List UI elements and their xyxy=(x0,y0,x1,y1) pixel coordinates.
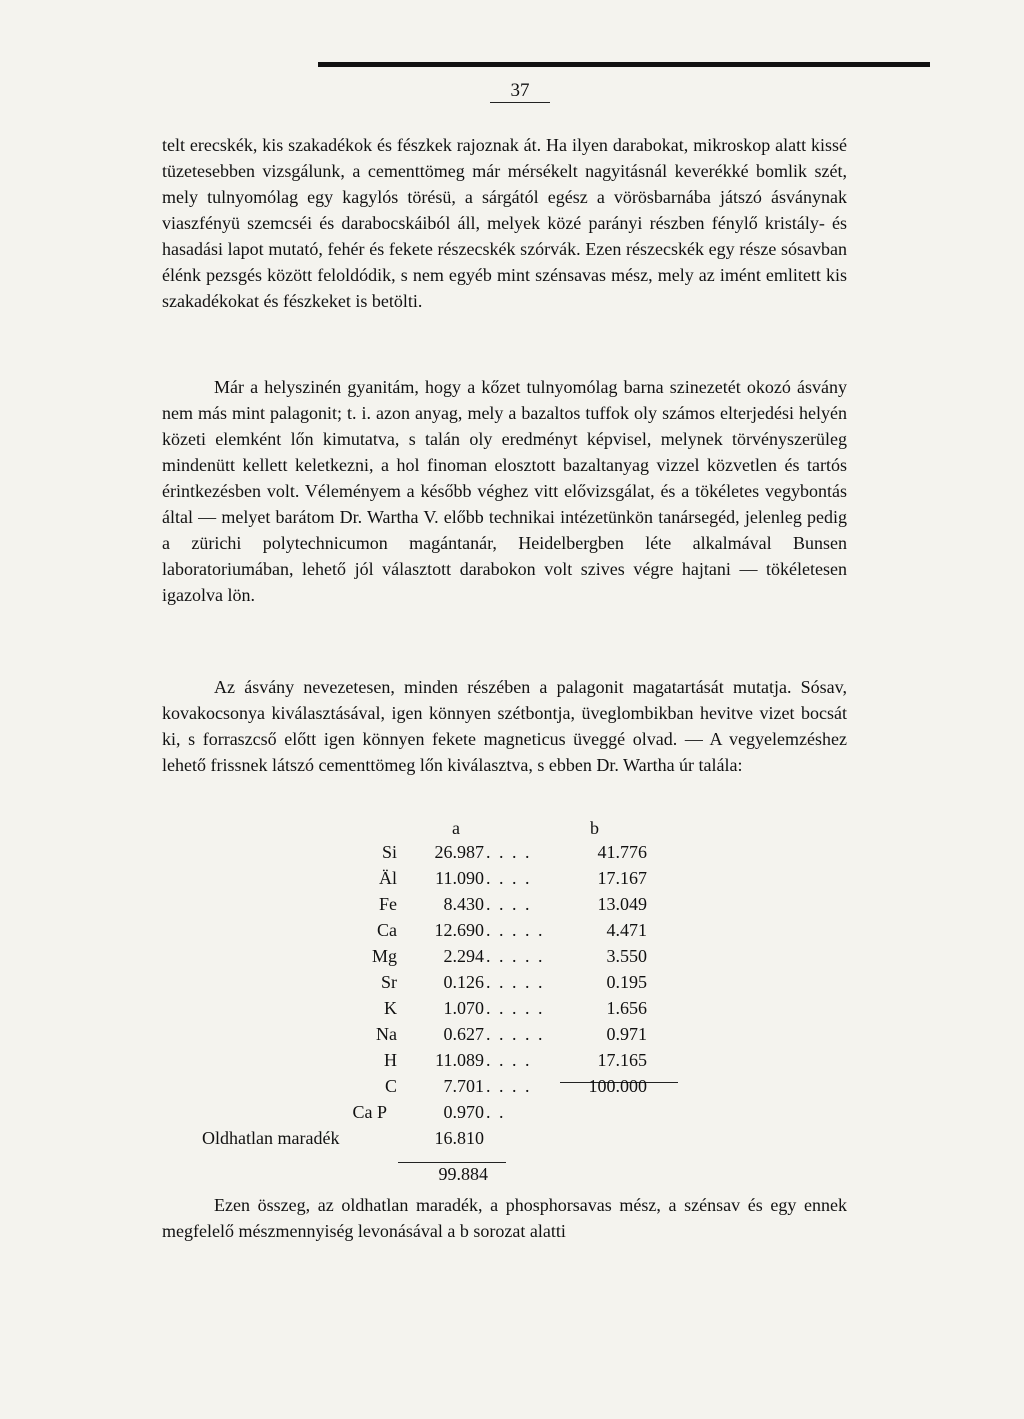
top-rule xyxy=(318,62,930,67)
page-number: 37 xyxy=(510,80,530,101)
table-row xyxy=(162,1024,847,1050)
value-b: 4.471 xyxy=(606,920,647,940)
element-label: Äl xyxy=(379,868,397,888)
table-row xyxy=(162,1102,847,1128)
value-a: 12.690 xyxy=(434,920,484,940)
table-row xyxy=(162,946,847,972)
leader-dots: . . . . xyxy=(486,1050,532,1070)
element-label: Mg xyxy=(371,946,397,966)
value-a: 11.089 xyxy=(435,1050,484,1070)
table-row-residue xyxy=(162,1128,847,1154)
value-b: 17.165 xyxy=(597,1050,647,1070)
element-label: Sr xyxy=(380,972,397,992)
element-label: K xyxy=(384,998,397,1018)
leader-dots: . . . . . xyxy=(486,1024,545,1044)
column-header-b: b xyxy=(590,818,599,838)
table-row xyxy=(162,1050,847,1076)
column-header-a: a xyxy=(452,818,460,838)
page-number-rule xyxy=(490,102,550,103)
leader-dots: . . . . . xyxy=(486,920,545,940)
leader-dots: . . . . xyxy=(486,1076,532,1096)
paragraph-1-block xyxy=(162,132,847,314)
total-value: 99.884 xyxy=(438,1164,488,1184)
element-label: Ca xyxy=(377,920,397,940)
residue-value: 16.810 xyxy=(434,1128,484,1148)
table-row xyxy=(162,920,847,946)
value-b: 0.971 xyxy=(606,1024,647,1044)
leader-dots: . . . . . xyxy=(486,946,545,966)
value-a: 11.090 xyxy=(435,868,484,888)
element-label: Si xyxy=(381,842,397,862)
leader-dots: . . . . xyxy=(486,842,532,862)
table-row xyxy=(162,1076,847,1102)
value-b: 41.776 xyxy=(597,842,647,862)
table-row xyxy=(162,868,847,894)
paragraph-1: telt erecskék, kis szakadékok és fészkek rajoznak át. Ha ilyen darabokat, mikroskop alatt kissé tüzetesebben vizsgálunk, a cementtömeg már mérsékelt nagyitásnál keverékké bomlik szét, mely tulnyomólag egy kagylós törésü, a sárgától egész a vörösbarnába játszó ásványnak viaszfényü szemcséi és darabocskáiból áll, melyek közé parányi részben fénylő kristály- és hasadási lapot mutató, fehér és fekete részecskék szórvák. Ezen részecskék egy része sósavban élénk pezsgés között feloldódik, s nem egyéb mint szénsavas mész, mely az imént emlitett kis szakadékokat és fészkeket is betölti. xyxy=(162,135,847,311)
value-b: 1.656 xyxy=(606,998,647,1018)
value-a: 8.430 xyxy=(443,894,484,914)
value-b: 3.550 xyxy=(606,946,647,966)
paragraph-2-block xyxy=(162,374,847,608)
leader-dots: . . xyxy=(486,1102,506,1122)
paragraph-4: Ezen összeg, az oldhatlan maradék, a phosphorsavas mész, a szénsav és egy ennek megfelelő mészmennyiség levonásával a b sorozat alatti xyxy=(162,1195,847,1241)
value-b: 13.049 xyxy=(597,894,647,914)
paragraph-4-block xyxy=(162,1192,847,1244)
table-row xyxy=(162,842,847,868)
residue-label: Oldhatlan maradék xyxy=(202,1128,340,1148)
column-a-sum-rule xyxy=(398,1162,506,1163)
value-a: 26.987 xyxy=(434,842,484,862)
element-label: Fe xyxy=(379,894,397,914)
value-b: 0.195 xyxy=(606,972,647,992)
paragraph-2: Már a helyszinén gyanitám, hogy a kőzet tulnyomólag barna szinezetét okozó ásvány nem más mint palagonit; t. i. azon anyag, mely a bazaltos tuffok oly számos elterjedési helyén közeti elemként lőn kimutatva, s talán oly eredményt képvisel, melynek törvényszerüleg mindenütt kellett keletkezni, a hol finoman elosztott bazaltanyag vizzel közvetlen és tartós érintkezésben volt. Véleményem a később véghez vitt elővizsgálat, és a tökéletes vegybontás által — melyet barátom Dr. Wartha V. előbb technikai intézetünkön tanársegéd, jelenleg pedig a zürichi polytechnicumon magántanár, Heidelbergben léte alkalmával Bunsen laboratoriumában, lehető jól választott darabokon volt szives végre hajtani — tökéletesen igazolva lön. xyxy=(162,377,847,605)
paragraph-3-block xyxy=(162,674,847,778)
leader-dots: . . . . . xyxy=(486,972,545,992)
table-row xyxy=(162,998,847,1024)
paragraph-3: Az ásvány nevezetesen, minden részében a palagonit magatartását mutatja. Sósav, kovakocsonya kiválasztásával, igen könnyen szétbontja, üveglombikban hevitve vizet bocsát ki, s forraszcső előtt igen könnyen fekete magneticus üveggé olvad. — A vegyelemzéshez lehető frissnek látszó cementtömeg lőn kiválasztva, s ebben Dr. Wartha úr talála: xyxy=(162,677,847,775)
element-label: C xyxy=(384,1076,397,1096)
value-b: 100.000 xyxy=(588,1076,647,1096)
value-b: 17.167 xyxy=(597,868,647,888)
value-a: 0.126 xyxy=(443,972,484,992)
value-a: 0.627 xyxy=(443,1024,484,1044)
element-label: H xyxy=(384,1050,397,1070)
leader-dots: . . . . xyxy=(486,894,532,914)
leader-dots: . . . . . xyxy=(486,998,545,1018)
value-a: 7.701 xyxy=(443,1076,484,1096)
leader-dots: . . . . xyxy=(486,868,532,888)
table-row xyxy=(162,894,847,920)
value-a: 0.970 xyxy=(443,1102,484,1122)
table-row xyxy=(162,972,847,998)
element-label: Na xyxy=(376,1024,397,1044)
value-a: 2.294 xyxy=(443,946,484,966)
element-label: Ca P xyxy=(352,1102,387,1122)
value-a: 1.070 xyxy=(443,998,484,1018)
